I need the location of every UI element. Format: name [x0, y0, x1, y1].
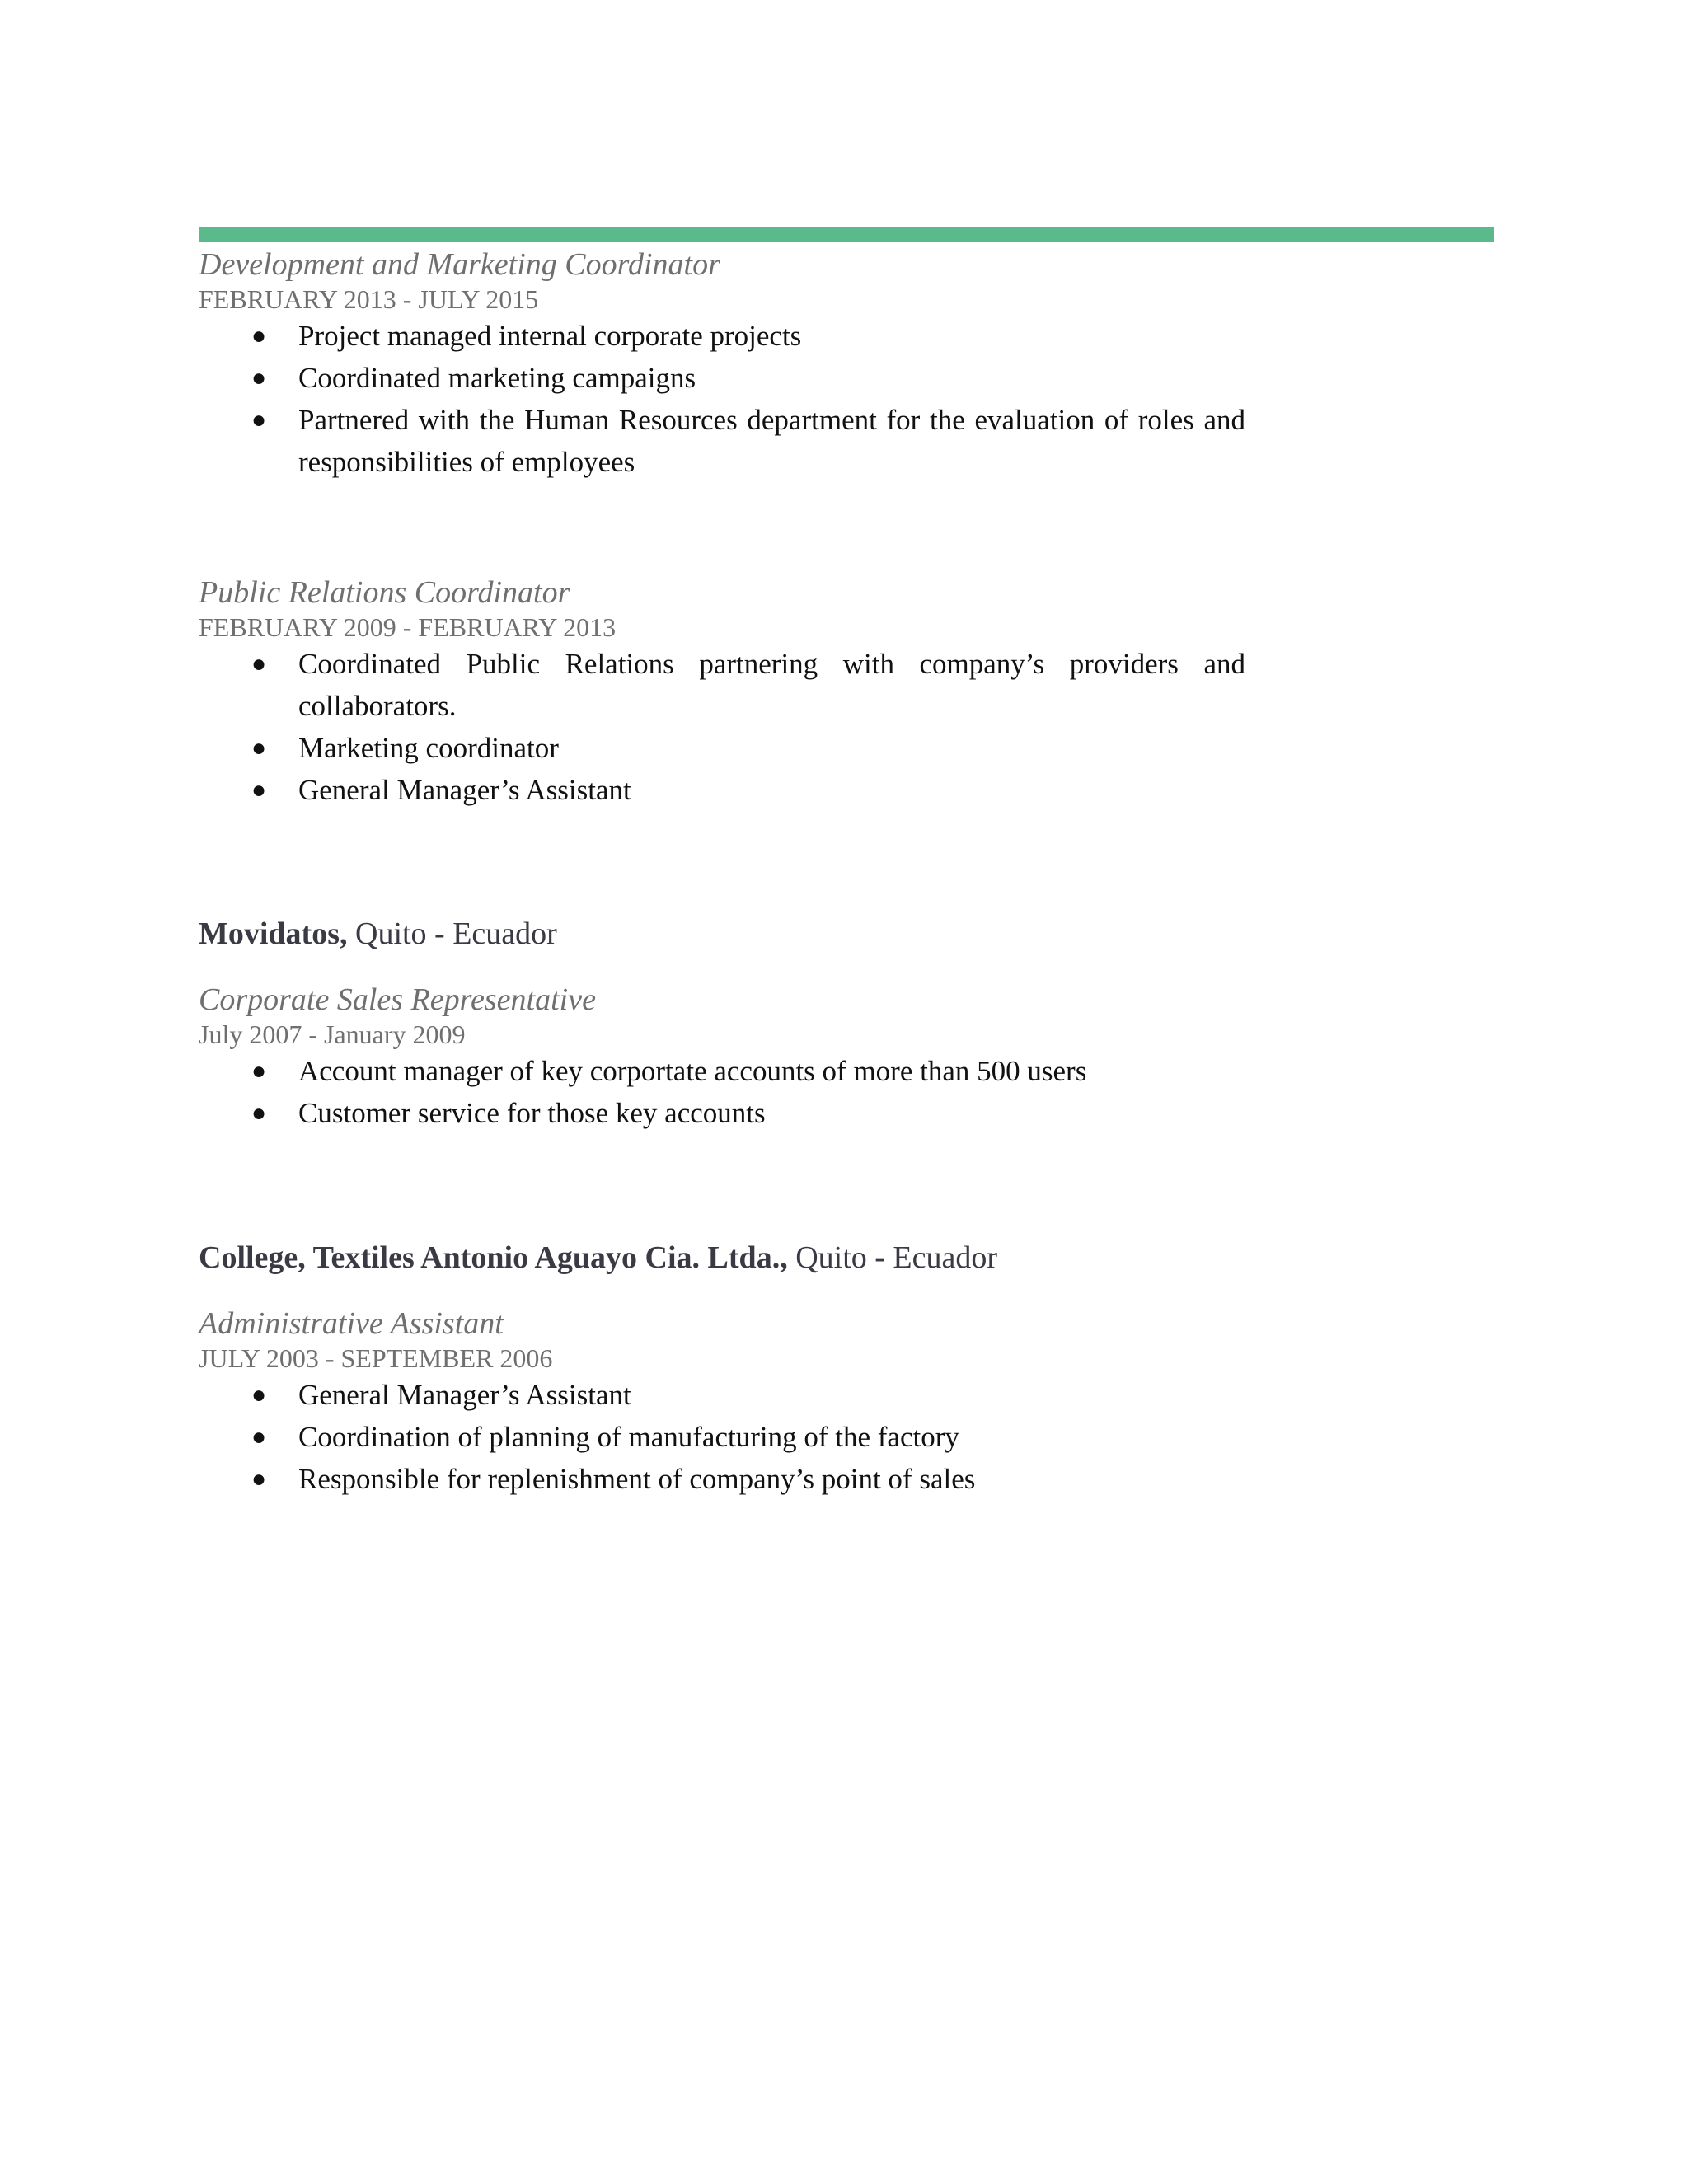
bullet-icon: ●: [251, 650, 267, 677]
company-location: Quito - Ecuador: [355, 916, 557, 951]
list-item: ● Project managed internal corporate projects: [199, 315, 1245, 357]
job-dates: FEBRUARY 2009 - FEBRUARY 2013: [199, 612, 617, 642]
experience-entry: [199, 246, 1270, 483]
company-name: College, Textiles Antonio Aguayo Cia. Ltda.,: [199, 1240, 788, 1275]
list-item: ● Marketing coordinator: [199, 727, 1245, 769]
job-title: Administrative Assistant: [199, 1306, 504, 1341]
list-item: ● Partnered with the Human Resources department for the evaluation of roles and responsibilities of employees: [199, 399, 1245, 483]
list-item: ● Coordinated Public Relations partnering with company’s providers and collaborators.: [199, 643, 1245, 727]
bullet-icon: ●: [251, 322, 267, 349]
list-item: ● Coordinated marketing campaigns: [199, 357, 1245, 399]
responsibilities-list: [199, 315, 1245, 483]
list-item: ● Account manager of key corportate accounts of more than 500 users: [199, 1050, 1245, 1092]
job-dates: July 2007 - January 2009: [199, 1019, 466, 1049]
bullet-icon: ●: [251, 364, 267, 391]
company-heading: [199, 1239, 1270, 1277]
job-title: Corporate Sales Representative: [199, 982, 596, 1017]
company-heading: [199, 915, 1270, 953]
job-dates: FEBRUARY 2013 - JULY 2015: [199, 284, 539, 314]
accent-bar: [199, 227, 1494, 242]
bullet-icon: ●: [251, 734, 267, 762]
list-item: ● Coordination of planning of manufacturing of the factory: [199, 1416, 1245, 1458]
list-item: ● General Manager’s Assistant: [199, 769, 1245, 811]
bullet-icon: ●: [251, 1465, 267, 1493]
list-item: ● Customer service for those key accounts: [199, 1092, 1245, 1134]
bullet-icon: ●: [251, 1099, 267, 1127]
job-title: Development and Marketing Coordinator: [199, 247, 720, 282]
bullet-icon: ●: [251, 406, 267, 434]
job-dates: JULY 2003 - SEPTEMBER 2006: [199, 1343, 553, 1373]
company-name: Movidatos,: [199, 916, 348, 951]
list-item: ● Responsible for replenishment of company’s point of sales: [199, 1458, 1245, 1500]
bullet-icon: ●: [251, 1057, 267, 1085]
experience-entry: [199, 574, 1270, 811]
company-location: Quito - Ecuador: [795, 1240, 998, 1275]
bullet-icon: ●: [251, 1381, 267, 1408]
experience-entry: [199, 915, 1270, 1134]
responsibilities-list: [199, 643, 1245, 811]
bullet-icon: ●: [251, 776, 267, 804]
experience-entry: [199, 1239, 1270, 1500]
list-item: ● General Manager’s Assistant: [199, 1374, 1245, 1416]
responsibilities-list: [199, 1050, 1245, 1134]
responsibilities-list: [199, 1374, 1245, 1500]
bullet-icon: ●: [251, 1423, 267, 1451]
job-title: Public Relations Coordinator: [199, 575, 570, 610]
